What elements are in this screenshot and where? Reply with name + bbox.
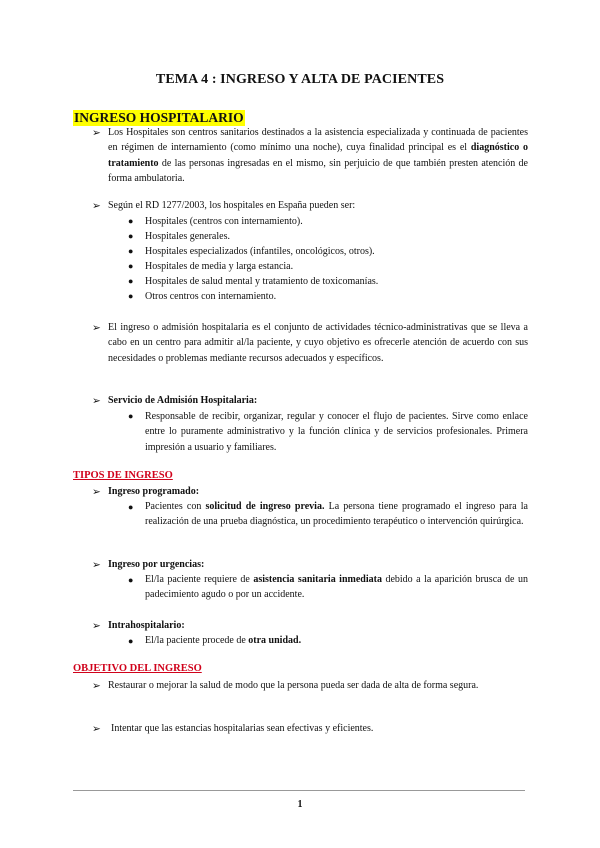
arrow-bullet-icon: ➢ (92, 323, 101, 334)
subheading-ingreso-programado: Ingreso programado: (108, 486, 200, 497)
subheading-intrahospitalario: Intrahospitalario: (108, 620, 185, 631)
arrow-bullet-icon: ➢ (92, 201, 101, 212)
arrow-bullet-icon: ➢ (92, 724, 101, 735)
bullet-icon: ● (128, 502, 134, 512)
list-item: Hospitales (centros con internamiento). (145, 216, 303, 227)
list-item: Hospitales especializados (infantiles, oncológicos, otros). (145, 246, 375, 257)
paragraph-objetivo-2: Intentar que las estancias hospitalarias sean efectivas y eficientes. (111, 723, 374, 734)
list-item: Hospitales de media y larga estancia. (145, 261, 294, 272)
bullet-icon: ● (128, 231, 134, 241)
arrow-bullet-icon: ➢ (92, 128, 101, 139)
list-item: Otros centros con internamiento. (145, 291, 277, 302)
bullet-icon: ● (128, 575, 134, 585)
paragraph-servicio-admision: Responsable de recibir, organizar, regular y conocer el flujo de pacientes. Sirve como enlace entre lo puramente administrativo y la función clínica y de servicios profesionales. Primera impresión a usuario y familiares. (145, 411, 528, 453)
list-item: Hospitales de salud mental y tratamiento de toxicomanías. (145, 276, 379, 287)
footer-divider (73, 790, 525, 791)
bullet-icon: ● (128, 261, 134, 271)
paragraph-hospitales: Los Hospitales son centros sanitarios destinados a la asistencia especializada y continuada de pacientes en régimen de internamiento (como mínimo una noche), cuya finalidad principal es el diagnóstico o tratamiento de las personas ingresadas en el mismo, sin perjuicio de que también presten atención de forma ambulatoria. (108, 127, 528, 185)
section-heading-tipos: TIPOS DE INGRESO (73, 470, 173, 481)
bullet-icon: ● (128, 636, 134, 646)
subheading-servicio-admision: Servicio de Admisión Hospitalaria: (108, 395, 258, 406)
arrow-bullet-icon: ➢ (92, 560, 101, 571)
arrow-bullet-icon: ➢ (92, 487, 101, 498)
bullet-icon: ● (128, 246, 134, 256)
page-number: 1 (297, 799, 303, 810)
arrow-bullet-icon: ➢ (92, 396, 101, 407)
arrow-bullet-icon: ➢ (92, 681, 101, 692)
arrow-bullet-icon: ➢ (92, 621, 101, 632)
paragraph-ingreso-urgencias: El/la paciente requiere de asistencia sanitaria inmediata debido a la aparición brusca de un padecimiento agudo o por un accidente. (145, 574, 528, 601)
paragraph-ingreso-programado: Pacientes con solicitud de ingreso previa. La persona tiene programado el ingreso para la realización de una prueba diagnóstica, un procedimiento terapéutico o intervención quirúrgica. (145, 501, 528, 528)
bullet-icon: ● (128, 276, 134, 286)
bullet-icon: ● (128, 411, 134, 421)
paragraph-intrahospitalario: El/la paciente procede de otra unidad. (145, 635, 302, 646)
list-item: Hospitales generales. (145, 231, 230, 242)
paragraph-rd-intro: Según el RD 1277/2003, los hospitales en España pueden ser: (108, 200, 356, 211)
paragraph-objetivo-1: Restaurar o mejorar la salud de modo que la persona pueda ser dada de alta de forma segura. (108, 680, 479, 691)
subheading-ingreso-urgencias: Ingreso por urgencias: (108, 559, 205, 570)
section-heading-objetivo: OBJETIVO DEL INGRESO (73, 663, 202, 674)
page-title: TEMA 4 : INGRESO Y ALTA DE PACIENTES (155, 72, 445, 87)
section-heading-ingreso: INGRESO HOSPITALARIO (74, 110, 244, 125)
bullet-icon: ● (128, 216, 134, 226)
bullet-icon: ● (128, 291, 134, 301)
paragraph-ingreso-definicion: El ingreso o admisión hospitalaria es el conjunto de actividades técnico-administrativas que se lleva a cabo en un centro para admitir al/la paciente, y cuyo objetivo es ofrecerle atención de acuerdo con sus necesidades o problemas mediante recursos adecuados y específicos. (108, 322, 528, 364)
